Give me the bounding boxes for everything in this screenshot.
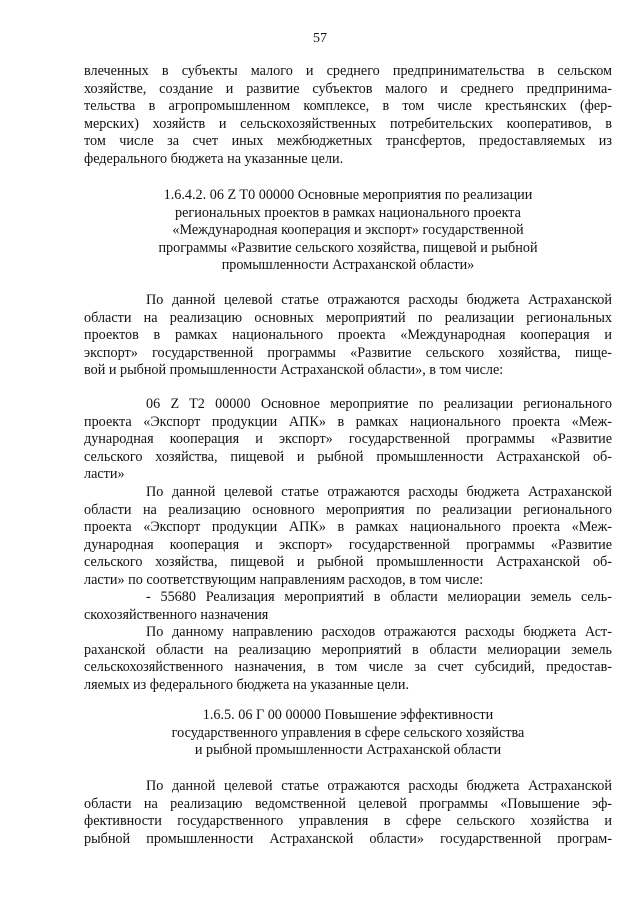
text-line: сельскохозяйственного назначения, в том числе за счет субсидий, предостав- — [84, 659, 612, 675]
heading-line: государственного управления в сфере сельского хозяйства — [171, 724, 525, 741]
list-item — [84, 589, 612, 624]
text-line: проекта «Экспорт продукции АПК» в рамках национального проекта «Меж- — [84, 413, 612, 430]
text-line: По данной целевой статье отражаются расходы бюджета Астраханской — [146, 292, 612, 308]
heading-line: 1.6.4.2. 06 Z T0 00000 Основные мероприятия по реализации — [163, 187, 533, 203]
text-line: 06 Z T2 00000 Основное мероприятие по реализации регионального — [146, 396, 612, 412]
heading-line: промышленности Астраханской области» — [221, 257, 475, 273]
paragraph — [84, 624, 612, 694]
text-line: раханской области на реализацию мероприятий в области мелиорации земель — [84, 641, 612, 658]
text-line: федерального бюджета на указанные цели. — [84, 150, 344, 167]
text-line: мерских) хозяйств и сельскохозяйственных потребительских кооперативов, в — [84, 115, 612, 132]
text-line: ласти» по соответствующим направлениям расходов, в том числе: — [84, 571, 484, 588]
text-line: фективности государственного управления в сфере сельского хозяйства и — [84, 813, 612, 829]
text-line: скохозяйственного назначения — [84, 606, 269, 623]
heading-line: региональных проектов в рамках национального проекта — [175, 204, 521, 221]
text-line: хозяйстве, создание и развитие субъектов малого и среднего предпринима- — [84, 80, 612, 97]
text-line: ляемых из федерального бюджета на указанные цели. — [84, 676, 409, 693]
text-line: проектов в рамках национального проекта «Международная кооперация и — [84, 327, 612, 343]
text-line: сельского хозяйства, пищевой и рыбной промышленности Астраханской об- — [84, 448, 612, 465]
text-line: дународная кооперация и экспорт» государственной программы «Развитие — [84, 431, 612, 447]
heading-line: и рыбной промышленности Астраханской области — [194, 742, 502, 758]
paragraph-continuation — [84, 63, 612, 168]
section-heading-1-6-5 — [84, 707, 612, 760]
section-heading-1-6-4-2 — [84, 187, 612, 275]
paragraph — [84, 292, 612, 380]
page-number: 57 — [313, 31, 327, 46]
text-line: - 55680 Реализация мероприятий в области мелиорации земель сель- — [146, 589, 612, 605]
text-line: По данной целевой статье отражаются расходы бюджета Астраханской — [146, 778, 612, 794]
text-line: области на реализацию ведомственной целевой программы «Повышение эф- — [84, 795, 612, 812]
heading-line: «Международная кооперация и экспорт» государственной — [172, 222, 524, 238]
heading-line: 1.6.5. 06 Г 00 00000 Повышение эффективности — [202, 707, 494, 723]
paragraph — [84, 396, 612, 484]
text-line: влеченных в субъекты малого и среднего предпринимательства в сельском — [84, 63, 612, 79]
paragraph — [84, 778, 612, 848]
text-line: По данному направлению расходов отражаются расходы бюджета Аст- — [146, 624, 612, 640]
text-line: ласти» — [84, 466, 125, 482]
text-line: тельства в агропромышленном комплексе, в том числе крестьянских (фер- — [84, 98, 612, 114]
paragraph — [84, 484, 612, 589]
text-line: вой и рыбной промышленности Астраханской области», в том числе: — [84, 362, 504, 378]
text-line: По данной целевой статье отражаются расходы бюджета Астраханской — [146, 484, 612, 500]
text-line: сельского хозяйства, пищевой и рыбной промышленности Астраханской об- — [84, 554, 612, 570]
text-line: дународная кооперация и экспорт» государственной программы «Развитие — [84, 536, 612, 553]
text-line: том числе за счет иных межбюджетных трансфертов, предоставляемых из — [84, 133, 612, 149]
text-line: области на реализацию основного мероприятия по реализации регионального — [84, 501, 612, 518]
text-line: экспорт» государственной программы «Развитие сельского хозяйства, пище- — [84, 344, 612, 361]
heading-line: программы «Развитие сельского хозяйства, пищевой и рыбной — [158, 239, 538, 256]
text-line: области на реализацию основных мероприятий по реализации региональных — [84, 309, 612, 326]
text-line: рыбной промышленности Астраханской области» государственной програм- — [84, 830, 612, 847]
text-line: проекта «Экспорт продукции АПК» в рамках национального проекта «Меж- — [84, 519, 612, 535]
